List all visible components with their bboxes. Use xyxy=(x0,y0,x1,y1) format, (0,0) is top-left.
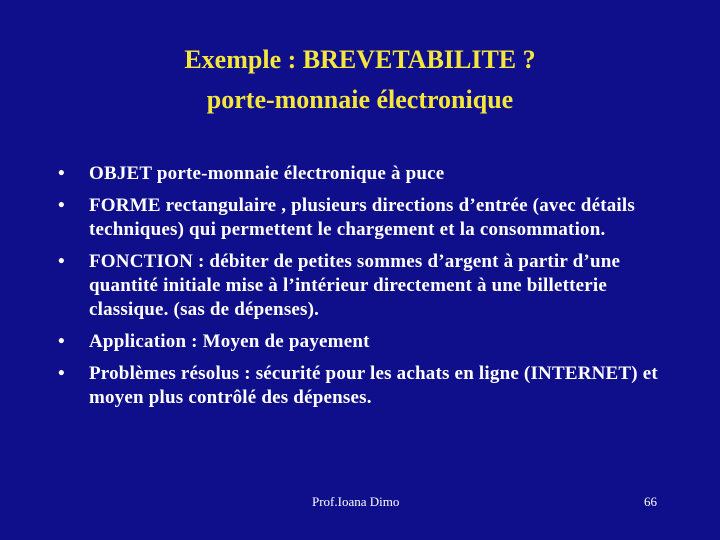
slide-title xyxy=(0,40,720,120)
bullet-item-fonction xyxy=(58,250,678,322)
bullet-item-problemes xyxy=(58,362,678,410)
bullet-text-forme: FORME rectangulaire , plusieurs directions d’entrée (avec détails techniques) qui permettent le chargement et la consommation. xyxy=(89,195,635,240)
bullet-text-problemes: Problèmes résolus : sécurité pour les achats en ligne (INTERNET) et moyen plus contrôlé des dépenses. xyxy=(89,363,658,408)
bullet-text-application: Application : Moyen de payement xyxy=(89,331,370,352)
bullet-icon: • xyxy=(58,163,65,184)
bullet-list xyxy=(58,162,678,410)
slide-title-line-2: porte-monnaie électronique xyxy=(206,85,514,114)
page-number: 66 xyxy=(644,494,657,509)
bullet-item-forme xyxy=(58,194,678,242)
slide-title-line-1: Exemple : BREVETABILITE ? xyxy=(184,45,536,74)
footer-author: Prof.Ioana Dimo xyxy=(312,494,400,509)
bullet-icon: • xyxy=(58,331,65,352)
bullet-text-fonction: FONCTION : débiter de petites sommes d’argent à partir d’une quantité initiale mise à l’intérieur directement à une billetterie classique. (sas de dépenses). xyxy=(89,251,621,320)
bullet-icon: • xyxy=(58,251,65,272)
bullet-text-objet: OBJET porte-monnaie électronique à puce xyxy=(89,163,445,184)
bullet-icon: • xyxy=(58,363,65,384)
bullet-item-objet xyxy=(58,162,678,186)
bullet-item-application xyxy=(58,330,678,354)
bullet-icon: • xyxy=(58,195,65,216)
